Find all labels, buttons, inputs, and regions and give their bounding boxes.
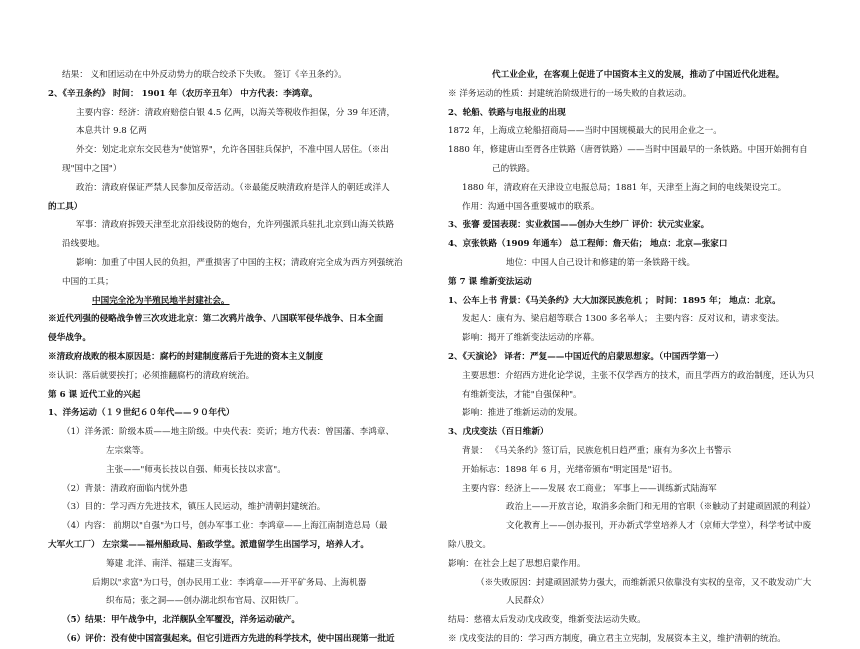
note-line: ※清政府战败的根本原因是：腐朽的封建制度落后于先进的资本主义制度 <box>48 351 324 362</box>
text-line: 地位：中国人自己设计和修建的第一条铁路干线。 <box>506 257 696 268</box>
lesson-heading: 第 7 课 维新变法运动 <box>448 276 532 287</box>
text-line: 政治：清政府保证严禁人民参加反帝活动。（※最能反映清政府是洋人的朝廷或洋人 <box>76 182 390 193</box>
text-line: 政治上——开放言论，取消多余衙门和无用的官职（※触动了封建顽固派的利益） <box>506 502 816 513</box>
section-heading: 1、公车上书 背景：《马关条约》大大加深民族危机 ； 时间：1895 年； 地点：北京。 <box>448 295 781 306</box>
right-column <box>448 66 818 649</box>
text-line: 结局：慈禧太后发动戊戌政变，维新变法运动失败。 <box>448 615 646 626</box>
key-statement: 中国完全沦为半殖民地半封建社会。 <box>92 295 230 306</box>
text-line: 影响：在社会上起了思想启蒙作用。 <box>448 558 586 569</box>
text-line: 外交：划定北京东交民巷为"使馆界"，允许各国驻兵保护，不准中国人居住。（※出 <box>76 145 389 156</box>
text-line: 有维新变法，才能"自强保种"。 <box>462 389 582 400</box>
text-line: 开始标志：1898 年 6 月，光绪帝颁布"明定国是"诏书。 <box>462 464 678 475</box>
text-line: 己的铁路。 <box>492 163 535 174</box>
text-line: 军事：清政府拆毁天津至北京沿线设防的炮台，允许列强派兵驻扎北京到山海关铁路 <box>76 220 394 231</box>
text-line: （6）评价：没有使中国富强起来。但它引进西方先进的科学技术，使中国出现第一批近 <box>62 633 395 644</box>
text-line: （2）背景：清政府面临内忧外患 <box>62 483 188 494</box>
text-line: 代工业企业，在客观上促进了中国资本主义的发展，推动了中国近代化进程。 <box>492 70 785 80</box>
text-line: 主要内容：经济上——发展 农工商业； 军事上——训练新式陆海军 <box>462 483 717 494</box>
note-line: ※近代列强的侵略战争曾三次攻进北京：第二次鸦片战争、八国联军侵华战争、日本全面 <box>48 314 384 325</box>
text-line: 主要思想：介绍西方进化论学说，主张不仅学西方的技术，而且学西方的政治制度，还认为只 <box>462 370 815 381</box>
text-line: 作用：沟通中国各重要城市的联系。 <box>462 201 600 212</box>
text-line: 主张——"师夷长技以自强、师夷长技以求富"。 <box>106 464 286 475</box>
section-heading: 2、《辛丑条约》 时间： 1901 年（农历辛丑年） 中方代表：李鸿章。 <box>48 88 318 99</box>
lesson-heading: 第 6 课 近代工业的兴起 <box>48 389 141 400</box>
text-line: 筹建 北洋、南洋、福建三支海军。 <box>106 558 238 569</box>
text-line: 发起人：康有为、梁启超等联合 1300 多名举人； 主要内容：反对议和，请求变法。 <box>462 314 785 325</box>
left-column <box>48 66 408 649</box>
note-line: ※ 洋务运动的性质：封建统治阶级进行的一场失败的自救运动。 <box>448 88 692 99</box>
section-heading: 1、洋务运动（１９世纪６０年代——９０年代） <box>48 408 235 419</box>
section-heading: 2、轮船、铁路与电报业的出现 <box>448 107 566 118</box>
text-line: 1872 年，上海成立轮船招商局——当时中国规模最大的民用企业之一。 <box>448 126 722 137</box>
text-line: 结果： 义和团运动在中外反动势力的联合绞杀下失败。 签订《辛丑条约》。 <box>62 70 347 80</box>
note-line: 人民群众） <box>506 596 549 607</box>
text-line: （3）目的：学习西方先进技术，镇压人民运动，维护清朝封建统治。 <box>62 502 326 513</box>
text-line: 1880 年，修建唐山至胥各庄铁路（唐胥铁路）——当时中国最早的一条铁路。中国开始拥有自 <box>448 145 808 156</box>
note-line: 侵华战争。 <box>48 333 91 344</box>
text-line: 除八股文。 <box>448 539 491 550</box>
text-line: （4）内容： 前期以"自强"为口号，创办军事工业：李鸿章——上海江南制造总局（最 <box>62 521 388 532</box>
section-heading: 3、张謇 爱国表现：实业救国——创办大生纱厂 评价：状元实业家。 <box>448 220 710 231</box>
text-line: 大军火工厂） 左宗棠——福州船政局、船政学堂。派遣留学生出国学习，培养人才。 <box>48 539 369 550</box>
text-line: 左宗棠等。 <box>106 445 149 456</box>
text-line: （5）结果：甲午战争中，北洋舰队全军覆没，洋务运动破产。 <box>62 615 301 626</box>
section-heading: 4、京张铁路（1909 年通车） 总工程师：詹天佑； 地点：北京—张家口 <box>448 239 728 250</box>
text-line: 背景： 《马关条约》签订后，民族危机日趋严重；康有为多次上书警示 <box>462 445 732 456</box>
text-line: （1）洋务派：阶级本质——地主阶级。中央代表：奕䜣；地方代表：曾国藩、李鸿章、 <box>62 427 395 438</box>
text-line: ※ 戊戌变法的目的：学习西方制度，确立君主立宪制，发展资本主义，维护清朝的统治。 <box>448 633 786 644</box>
text-line: 的工具） <box>48 201 83 212</box>
text-line: 现"国中之国"） <box>62 163 122 174</box>
text-line: 中国的工具； <box>62 276 114 287</box>
text-line: 织布局；张之洞——创办湖北织布官局、汉阳铁厂。 <box>106 596 304 607</box>
text-line: 影响：推进了维新运动的发展。 <box>462 408 583 419</box>
text-line: 沿线要地。 <box>62 239 105 250</box>
note-line: ※认识：落后就要挨打；必须推翻腐朽的清政府统治。 <box>48 370 255 381</box>
text-line: 影响：揭开了维新变法运动的序幕。 <box>462 333 600 344</box>
text-line: 1880 年，清政府在天津设立电报总局；1881 年，天津至上海之间的电线架设完工。 <box>462 182 787 193</box>
text-line: 后期以"求富"为口号，创办民用工业：李鸿章——开平矿务局、上海机器 <box>92 577 367 588</box>
text-line: 影响：加重了中国人民的负担，严重损害了中国的主权；清政府完全成为西方列强统治 <box>76 257 403 268</box>
note-line: （※失败原因：封建顽固派势力强大，而维新派只依靠没有实权的皇帝，又不敢发动广大 <box>476 577 812 588</box>
section-heading: 3、戊戌变法（百日维新） <box>448 427 549 438</box>
text-line: 本息共计 9.8 亿两 <box>76 126 147 137</box>
text-line: 文化教育上——创办报刊，开办新式学堂培养人才（京师大学堂），科学考试中废 <box>506 521 812 532</box>
text-line: 主要内容：经济：清政府赔偿白银 4.5 亿两，以海关等税收作担保，分 39 年还清， <box>76 107 396 118</box>
section-heading: 2、《天演论》 译者：严复——中国近代的启蒙思想家。（中国西学第一） <box>448 351 724 362</box>
